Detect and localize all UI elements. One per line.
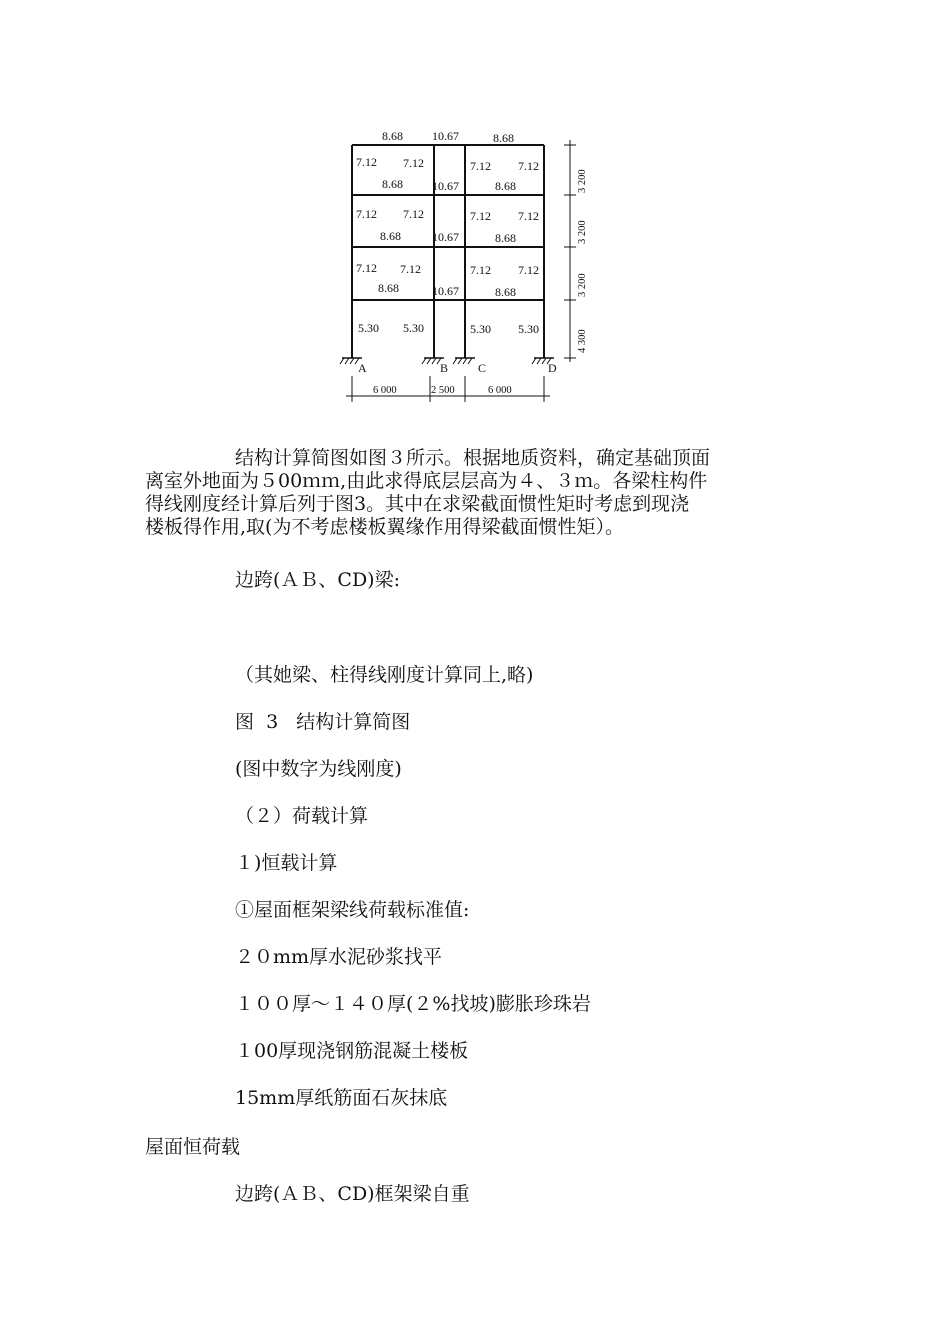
beam-label: 10.67 [432,230,459,244]
beam-label: 8.68 [382,129,403,143]
paragraph-line: 楼板得作用,取(为不考虑楼板翼缘作用得梁截面惯性矩）。 [145,516,624,538]
span-label: 2 500 [431,385,455,396]
beam-label: 8.68 [495,231,516,245]
column-label: 7.12 [403,207,424,221]
beam-label: 10.67 [432,284,459,298]
column-label: 7.12 [400,262,421,276]
height-label: 4 300 [577,329,588,353]
roof-dead-load-label: 屋面恒荷载 [145,1136,241,1158]
beam-label: 8.68 [380,229,401,243]
other-members-note: （其她梁、柱得线刚度计算同上,略) [235,664,534,686]
side-beam-weight-label: 边跨(ＡＢ、CD)框架梁自重 [235,1183,470,1205]
column-label: 7.12 [356,155,377,169]
column-label: 7.12 [518,209,539,223]
beam-label: 8.68 [382,177,403,191]
beam-label: 10.67 [432,129,459,143]
axis-label: A [358,361,367,375]
roof-layer-item: １００厚～１４０厚(２%找坡)膨胀珍珠岩 [235,993,591,1015]
figure-note: (图中数字为线刚度) [235,758,402,780]
height-label: 3 200 [577,273,588,297]
support-c [453,358,475,364]
column-label: 7.12 [470,263,491,277]
column-label: 7.12 [403,156,424,170]
dead-load-heading: １)恒载计算 [235,852,338,874]
height-label: 3 200 [577,169,588,193]
side-beam-heading: 边跨(ＡＢ、CD)梁: [235,569,400,591]
roof-layer-item: 15mm厚纸筋面石灰抹底 [235,1087,448,1109]
span-label: 6 000 [373,385,397,396]
frame-svg [330,120,600,415]
height-label: 3 200 [577,220,588,244]
beam-label: 8.68 [493,131,514,145]
roof-layer-item: １00厚现浇钢筋混凝土楼板 [235,1040,469,1062]
column-label: 7.12 [356,207,377,221]
column-label: 7.12 [470,159,491,173]
axis-label: D [548,361,557,375]
beam-label: 8.68 [495,285,516,299]
load-calc-heading: （２）荷载计算 [235,805,369,827]
intro-paragraph [145,447,795,539]
beam-label: 10.67 [432,179,459,193]
structure-frame-diagram [330,120,600,415]
axis-label: C [478,361,487,375]
roof-layer-item: ２０mm厚水泥砂浆找平 [235,946,443,968]
column-label: 7.12 [518,263,539,277]
column-label: 7.12 [356,261,377,275]
paragraph-line: 得线刚度经计算后列于图3。其中在求梁截面惯性矩时考虑到现浇 [145,493,690,515]
column-label: 7.12 [470,209,491,223]
column-label: 5.30 [518,322,539,336]
figure-caption: 图 3 结构计算简图 [235,711,411,733]
column-label: 5.30 [403,321,424,335]
beam-label: 8.68 [495,179,516,193]
paragraph-line: 离室外地面为５00ｍｍ,由此求得底层层高为４、３ｍ。各梁柱构件 [145,470,708,492]
paragraph-line: 结构计算简图如图３所示。根据地质资料，确定基础顶面 [235,447,711,469]
beam-label: 8.68 [378,281,399,295]
column-label: 7.12 [518,159,539,173]
roof-beam-heading: ①屋面框架梁线荷载标准值: [235,899,470,921]
axis-label: B [440,361,449,375]
column-label: 5.30 [470,322,491,336]
span-label: 6 000 [488,385,512,396]
column-label: 5.30 [358,321,379,335]
